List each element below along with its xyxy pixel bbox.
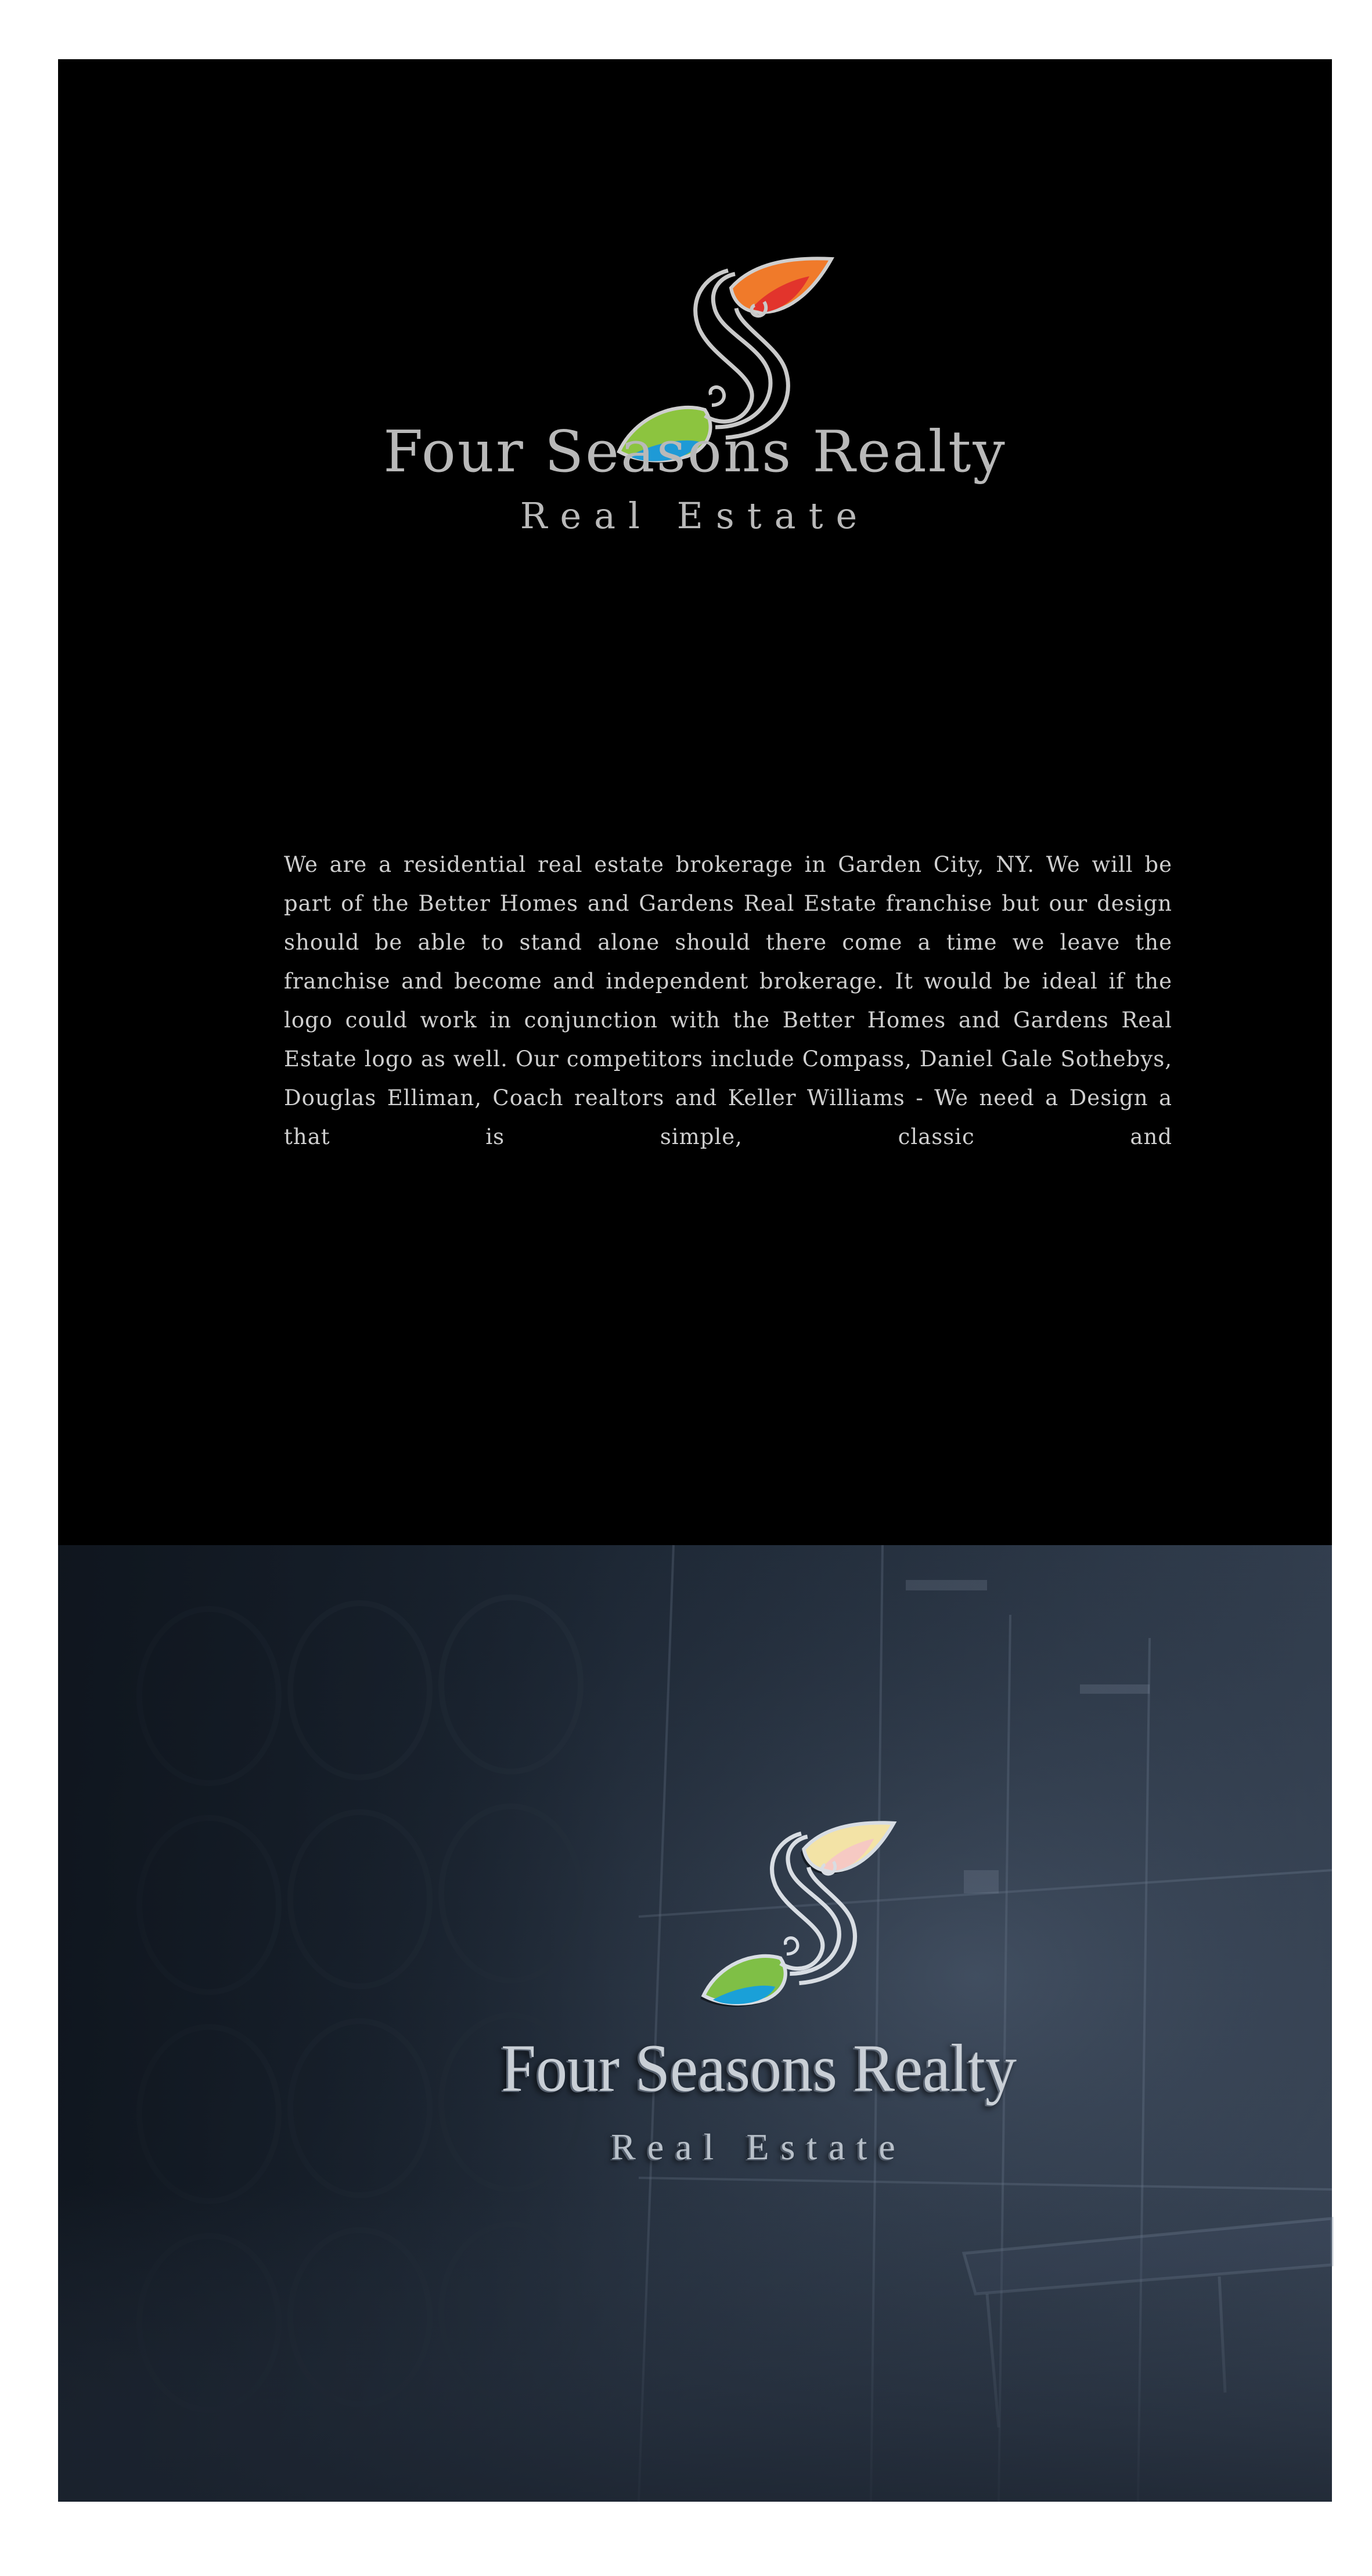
brand-tagline: Real Estate xyxy=(520,495,870,537)
s-leaf-logo-3d-icon xyxy=(697,1818,906,2015)
brand-name-3d: Four Seasons Realty xyxy=(501,2031,1017,2106)
office-background-image xyxy=(58,1545,1332,2502)
logo-presentation-panel xyxy=(58,59,1332,1545)
brand-tagline-3d: Real Estate xyxy=(611,2126,907,2167)
presentation-sheet xyxy=(58,59,1332,2502)
design-brief-text: We are a residential real estate brokerage in Garden City, NY. We will be part of the Better Homes and Gardens Real Estate franchise but our design should be able to stand alone should there come a time we leave the franchise and become and independent brokerage. It would be ideal if the logo could work in conjunction with the Better Homes and Gardens Real Estate logo as well. Our competitors include Compass, Daniel Gale Sothebys, Douglas Elliman, Coach realtors and Keller Williams - We need a Design a that is simple, classic and xyxy=(284,852,1172,1149)
brand-name: Four Seasons Realty xyxy=(383,419,1007,485)
office-wall-mockup-panel xyxy=(58,1545,1332,2502)
